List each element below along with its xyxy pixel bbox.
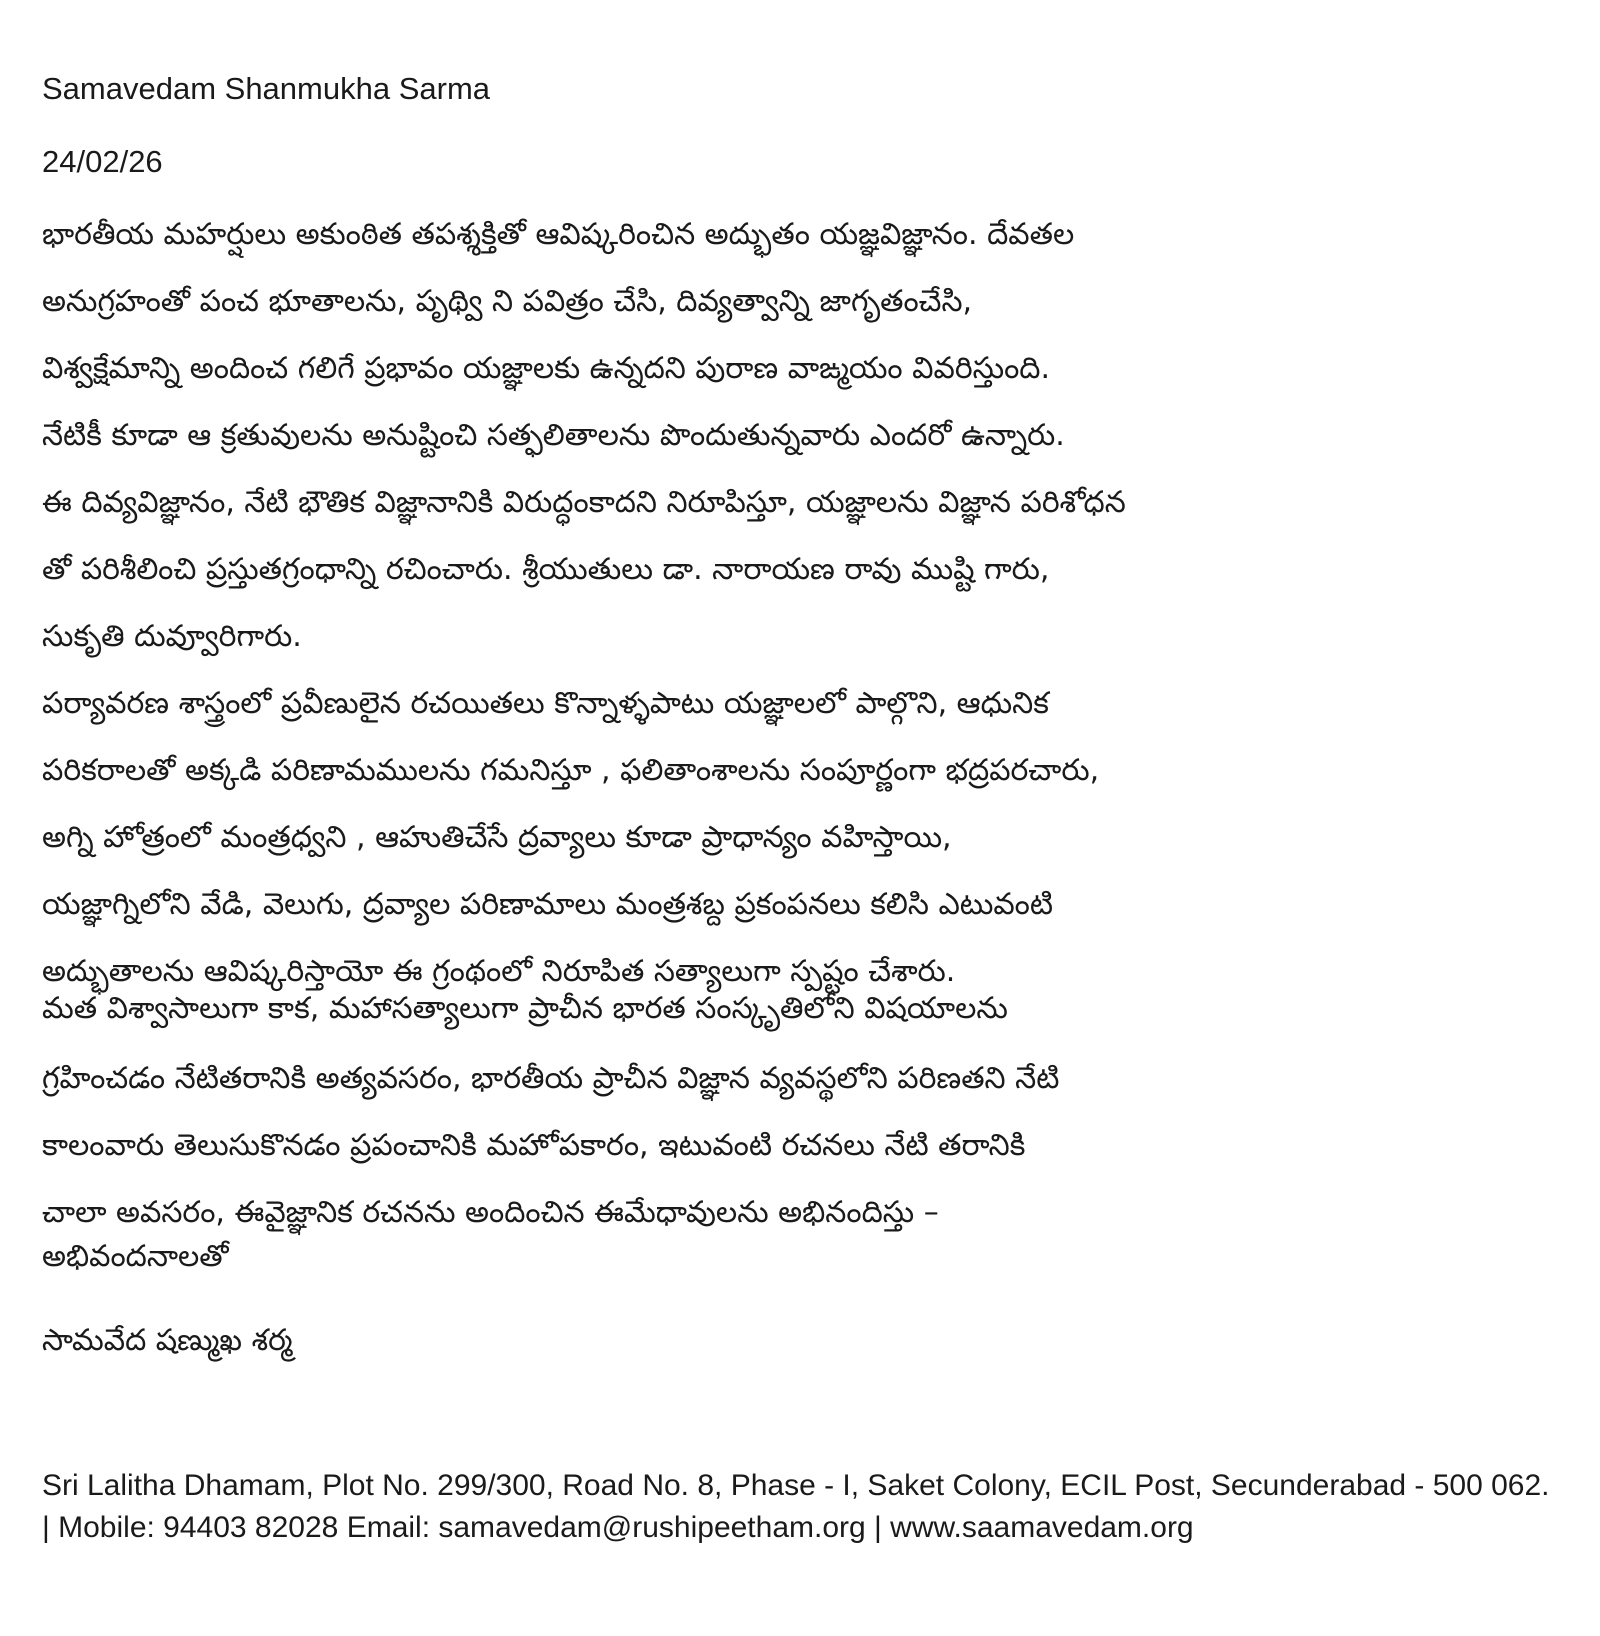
body-line: చాలా అవసరం, ఈవైజ్ఞానిక రచనను అందించిన ఈమేధావులను అభినందిస్తు –	[42, 1195, 939, 1230]
body-line: సుకృతి దువ్వూరిగారు.	[42, 619, 302, 654]
body-line: పరికరాలతో అక్కడి పరిణామములను గమనిస్తూ , ఫలితాంశాలను సంపూర్ణంగా భద్రపరచారు,	[42, 753, 1100, 788]
author-name: Samavedam Shanmukha Sarma	[42, 71, 491, 106]
body-line: ఈ దివ్యవిజ్ఞానం, నేటి భౌతిక విజ్ఞానానికి విరుద్ధంకాదని నిరూపిస్తూ, యజ్ఞాలను విజ్ఞాన పరిశోధన	[42, 485, 1126, 520]
body-line: నేటికీ కూడా ఆ క్రతువులను అనుష్టించి సత్ఫలితాలను పొందుతున్నవారు ఎందరో ఉన్నారు.	[42, 418, 1065, 453]
letter-date: 24/02/26	[42, 144, 163, 179]
body-line: విశ్వక్షేమాన్ని అందించ గలిగే ప్రభావం యజ్ఞాలకు ఉన్నదని పురాణ వాఙ్మయం వివరిస్తుంది.	[42, 351, 1050, 386]
body-line: అద్భుతాలను ఆవిష్కరిస్తాయో ఈ గ్రంథంలో నిరూపిత సత్యాలుగా స్పష్టం చేశారు.	[42, 954, 956, 989]
body-line: మత విశ్వాసాలుగా కాక, మహాసత్యాలుగా ప్రాచీన భారత సంస్కృతిలోని విషయాలను	[42, 991, 1008, 1026]
body-line: కాలంవారు తెలుసుకొనడం ప్రపంచానికి మహోపకారం, ఇటువంటి రచనలు నేటి తరానికి	[42, 1128, 1026, 1163]
body-line: భారతీయ మహర్షులు అకుంఠిత తపశ్శక్తితో ఆవిష్కరించిన అద్భుతం యజ్ఞవిజ్ఞానం. దేవతల	[42, 217, 1075, 252]
body-line: యజ్ఞాగ్నిలోని వేడి, వెలుగు, ద్రవ్యాల పరిణామాలు మంత్రశబ్ద ప్రకంపనలు కలిసి ఎటువంటి	[42, 887, 1054, 922]
body-line: అగ్ని హోత్రంలో మంత్రధ్వని , ఆహుతిచేసే ద్రవ్యాలు కూడా ప్రాధాన్యం వహిస్తాయి,	[42, 820, 952, 855]
body-line: గ్రహించడం నేటితరానికి అత్యవసరం, భారతీయ ప్రాచీన విజ్ఞాన వ్యవస్థలోని పరిణతని నేటి	[42, 1061, 1060, 1096]
footer-address: Sri Lalitha Dhamam, Plot No. 299/300, Road No. 8, Phase - I, Saket Colony, ECIL Post, Secunderabad - 500 062. | Mobile: 94403 82028 Email: samavedam@rushipeetham.org | www.saamavedam.org	[42, 1469, 1550, 1544]
signature: సామవేద షణ్ముఖ శర్మ	[42, 1323, 293, 1358]
body-line: అనుగ్రహంతో పంచ భూతాలను, పృథ్వి ని పవిత్రం చేసి, దివ్యత్వాన్ని జాగృతంచేసి,	[42, 284, 973, 319]
closing-line: అభివందనాలతో	[42, 1239, 229, 1274]
body-line: పర్యావరణ శాస్త్రంలో ప్రవీణులైన రచయితలు కొన్నాళ్ళపాటు యజ్ఞాలలో పాల్గొని, ఆధునిక	[42, 686, 1049, 721]
body-line: తో పరిశీలించి ప్రస్తుతగ్రంధాన్ని రచించారు. శ్రీయుతులు డా. నారాయణ రావు ముష్టి గారు,	[42, 552, 1050, 587]
